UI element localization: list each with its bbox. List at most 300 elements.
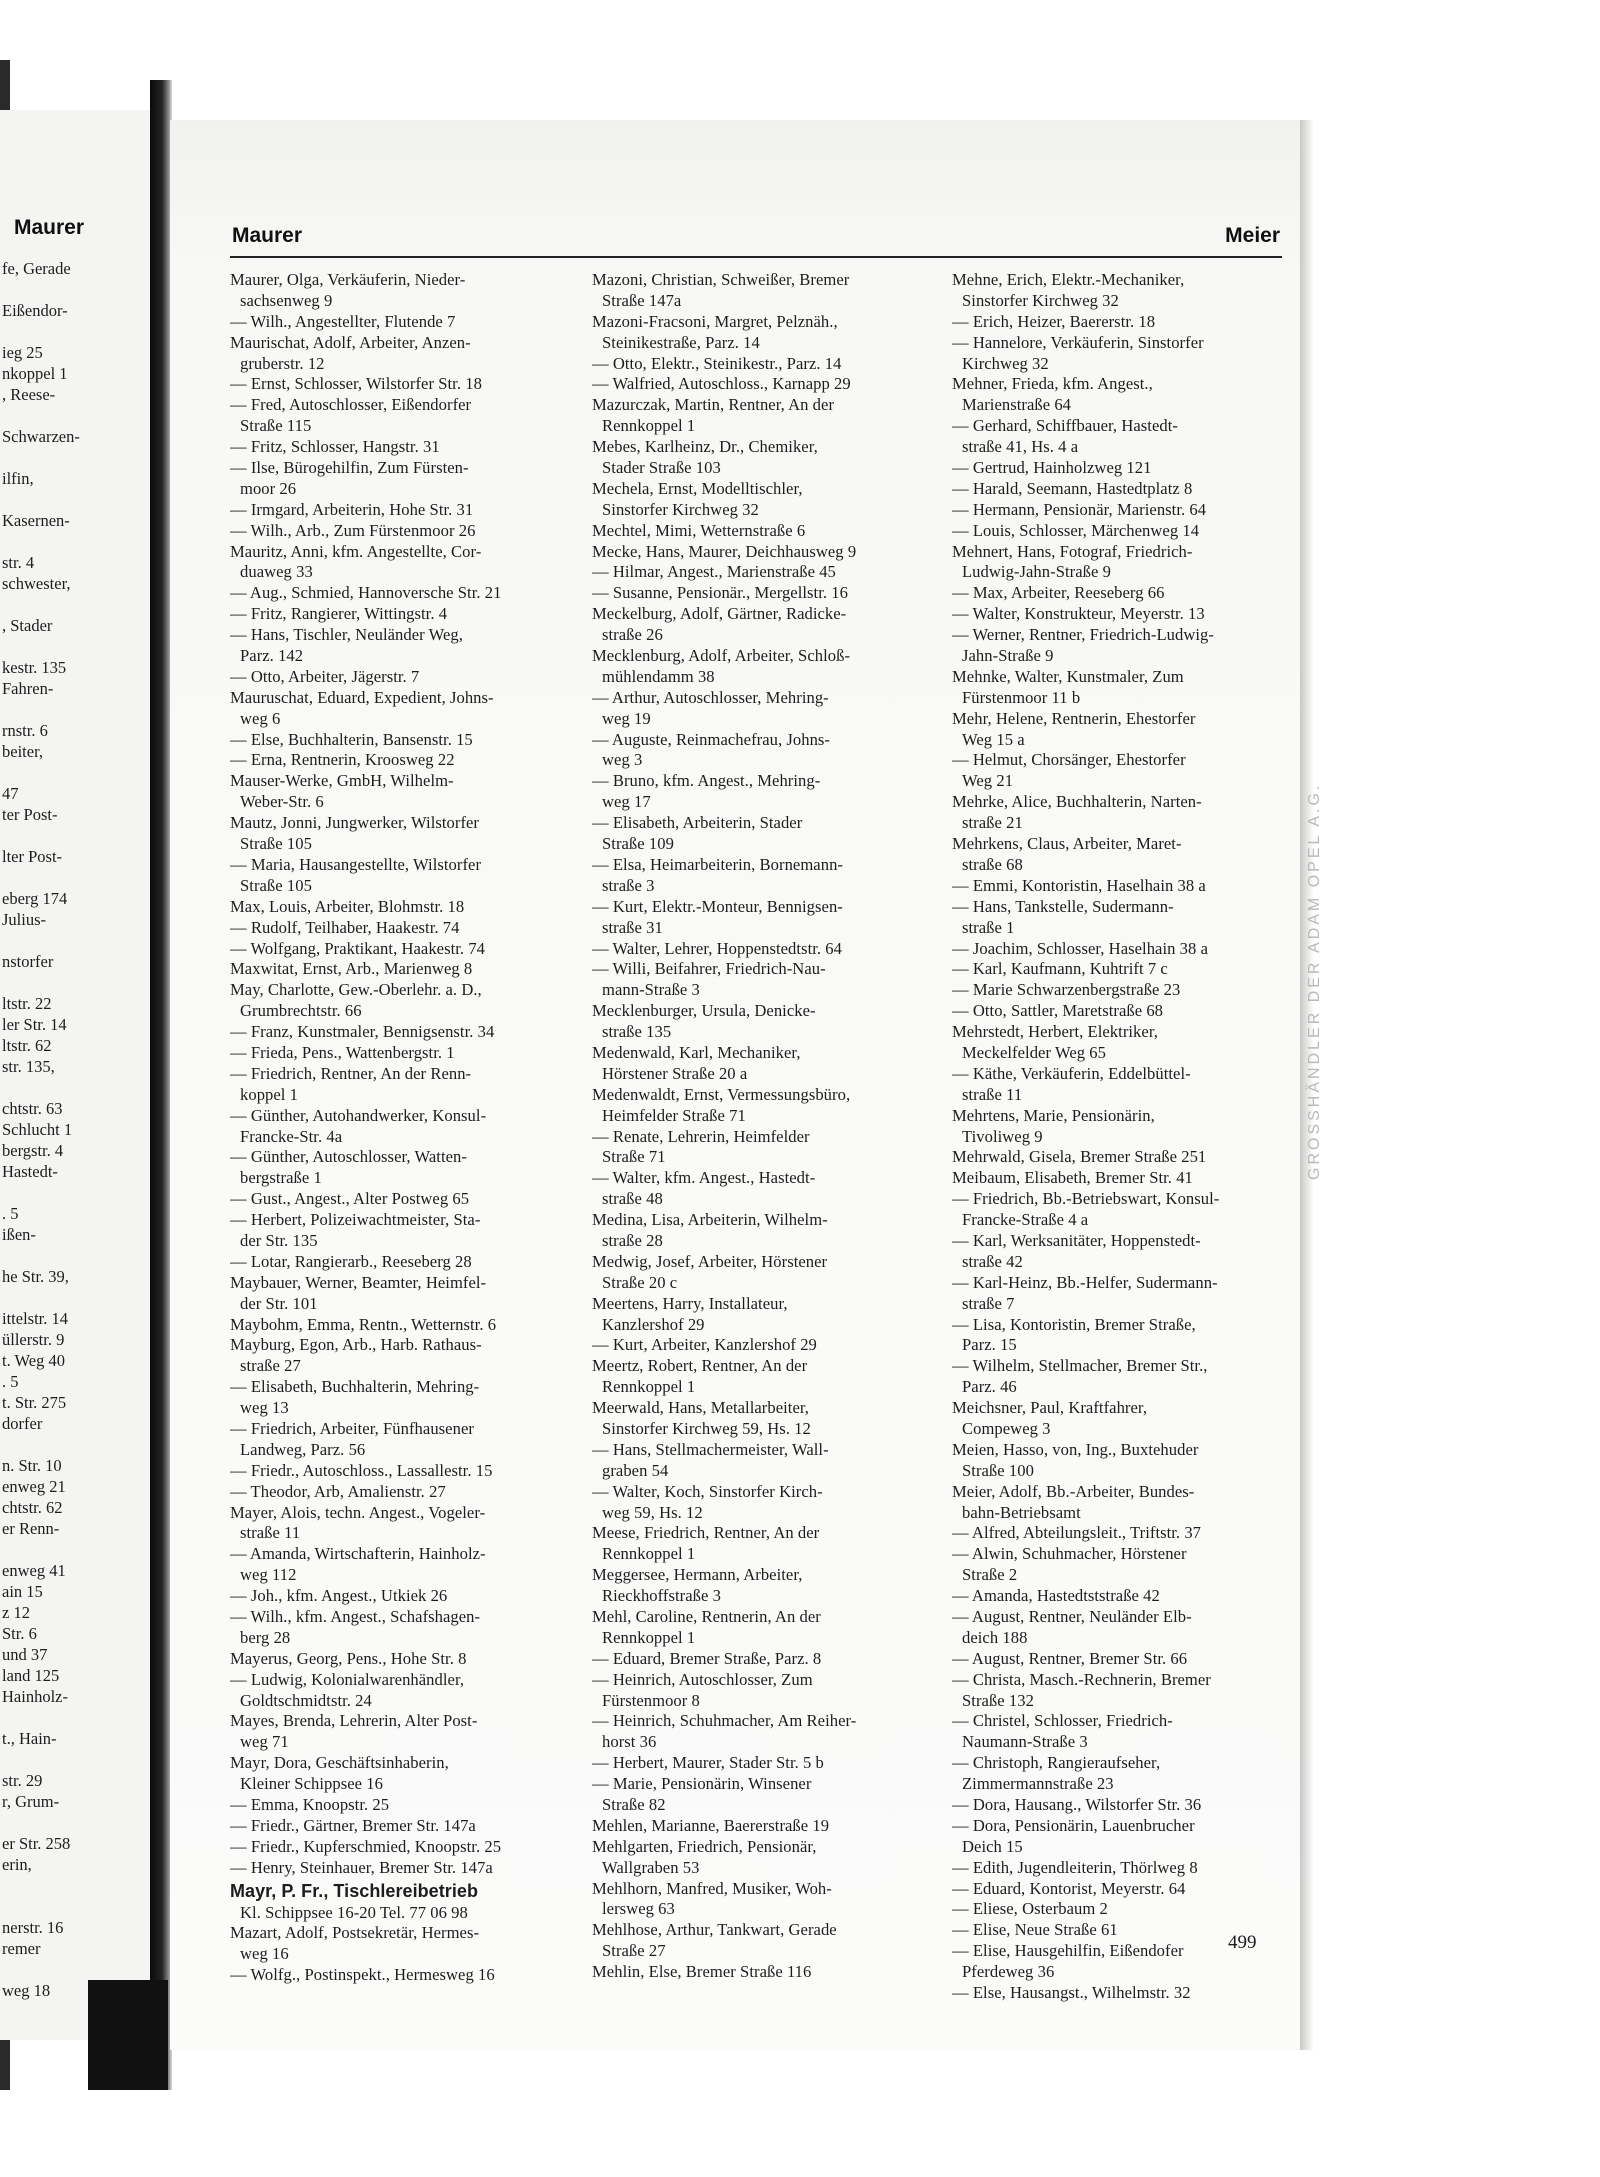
directory-entry-line: Mayer, Alois, techn. Angest., Vogeler-	[230, 1502, 486, 1522]
left-page-line	[2, 930, 148, 951]
directory-column-2	[592, 270, 942, 1983]
left-page-line	[2, 1539, 148, 1560]
left-page-line: ieg 25	[2, 343, 43, 362]
directory-entry-line: Meertz, Robert, Rentner, An der	[592, 1356, 808, 1376]
directory-entry-line: — Walter, Konstrukteur, Meyerstr. 13	[952, 604, 1205, 624]
directory-entry-line: — Alwin, Schuhmacher, Hörstener	[952, 1544, 1187, 1564]
directory-entry-line: — Emmi, Kontoristin, Haselhain 38 a	[952, 875, 1206, 895]
directory-entry-line: — Fred, Autoschlosser, Eißendorfer	[230, 395, 472, 415]
directory-entry-line: — Käthe, Verkäuferin, Eddelbüttel-	[952, 1063, 1191, 1083]
directory-entry-line: — Hans, Stellmachermeister, Wall-	[592, 1439, 829, 1459]
directory-entry-line: — Renate, Lehrerin, Heimfelder	[592, 1126, 810, 1146]
directory-entry-line: — Bruno, kfm. Angest., Mehring-	[592, 771, 821, 791]
directory-entry-line: — Willi, Beifahrer, Friedrich-Nau-	[592, 959, 826, 979]
directory-entry-line: graben 54	[602, 1460, 669, 1480]
directory-entry-line: — Werner, Rentner, Friedrich-Ludwig-	[952, 625, 1214, 645]
directory-entry-line: Weg 21	[962, 771, 1014, 791]
left-page-line: remer	[2, 1939, 41, 1958]
directory-entry-line: sachsenweg 9	[240, 290, 333, 310]
directory-entry-line: — Susanne, Pensionär., Mergellstr. 16	[592, 583, 848, 603]
directory-entry-line: Mehlen, Marianne, Baererstraße 19	[592, 1815, 830, 1835]
left-page-line	[2, 825, 148, 846]
left-page-line: schwester,	[2, 574, 71, 593]
directory-entry-line: Medina, Lisa, Arbeiterin, Wilhelm-	[592, 1210, 828, 1230]
directory-entry-line: Sinstorfer Kirchweg 32	[602, 499, 759, 519]
directory-entry-line: — Karl, Werksanitäter, Hoppenstedt-	[952, 1230, 1201, 1250]
directory-entry-line: Meibaum, Elisabeth, Bremer Str. 41	[952, 1168, 1193, 1188]
directory-entry-line: — Frieda, Pens., Wattenbergstr. 1	[230, 1042, 455, 1062]
left-page-line	[2, 1812, 148, 1833]
directory-entry-line: Meckelburg, Adolf, Gärtner, Radicke-	[592, 604, 847, 624]
directory-entry-line: — Friedrich, Rentner, An der Renn-	[230, 1063, 472, 1083]
directory-entry-line: Kanzlershof 29	[602, 1314, 705, 1334]
left-page-line	[2, 594, 148, 615]
directory-entry-line: weg 59, Hs. 12	[602, 1502, 703, 1522]
directory-entry-line: — Ilse, Bürogehilfin, Zum Fürsten-	[230, 458, 469, 478]
directory-entry-line: Parz. 46	[962, 1377, 1017, 1397]
directory-entry-line: Straße 71	[602, 1147, 666, 1167]
directory-entry-line: — Walter, kfm. Angest., Hastedt-	[592, 1168, 816, 1188]
directory-entry-line: — Günther, Autoschlosser, Watten-	[230, 1147, 467, 1167]
directory-entry-line: — Alfred, Abteilungsleit., Triftstr. 37	[952, 1523, 1202, 1543]
left-page-line: ittelstr. 14	[2, 1309, 68, 1328]
directory-entry-line: — Henry, Steinhauer, Bremer Str. 147a	[230, 1857, 493, 1877]
directory-entry-line: Wallgraben 53	[602, 1857, 700, 1877]
directory-entry-line: — Hans, Tankstelle, Sudermann-	[952, 896, 1174, 916]
directory-entry-line: Mayr, Dora, Geschäftsinhaberin,	[230, 1753, 449, 1773]
left-page-line: enweg 21	[2, 1477, 66, 1496]
directory-entry-line: Mazart, Adolf, Postsekretär, Hermes-	[230, 1923, 480, 1943]
directory-entry-line: Hörstener Straße 20 a	[602, 1063, 748, 1083]
left-page-line: chtstr. 62	[2, 1498, 63, 1517]
left-page-line: . 5	[2, 1372, 19, 1391]
directory-entry-line: Maybohm, Emma, Rentn., Wetternstr. 6	[230, 1314, 497, 1334]
directory-entry-line: Rennkoppel 1	[602, 1544, 696, 1564]
directory-entry-line: Mehnke, Walter, Kunstmaler, Zum	[952, 666, 1184, 686]
directory-entry-line: Meese, Friedrich, Rentner, An der	[592, 1523, 820, 1543]
left-page-line: str. 29	[2, 1771, 43, 1790]
directory-entry-line: Straße 20 c	[602, 1272, 678, 1292]
directory-entry-line: straße 1	[962, 917, 1015, 937]
directory-entry-line: straße 11	[962, 1084, 1023, 1104]
directory-entry-line: Mehrtens, Marie, Pensionärin,	[952, 1105, 1155, 1125]
left-page-line	[2, 1287, 148, 1308]
left-page-line	[2, 1875, 148, 1896]
left-page-text	[2, 258, 148, 2001]
directory-entry-line: horst 36	[602, 1732, 657, 1752]
left-page-line: lter Post-	[2, 847, 63, 866]
directory-entry-line: Straße 105	[240, 875, 312, 895]
directory-entry-line: Mehlgarten, Friedrich, Pensionär,	[592, 1836, 817, 1856]
left-page-line: 47	[2, 784, 19, 803]
left-page-line: Kasernen-	[2, 511, 70, 530]
directory-entry-line: straße 26	[602, 625, 663, 645]
directory-entry-line: — Ludwig, Kolonialwarenhändler,	[230, 1669, 465, 1689]
left-page-line: nerstr. 16	[2, 1918, 64, 1937]
directory-entry-line: — Wolfgang, Praktikant, Haakestr. 74	[230, 938, 486, 958]
directory-entry-line: straße 11	[240, 1523, 301, 1543]
left-page-line	[2, 699, 148, 720]
running-head-right: Meier	[1225, 224, 1280, 247]
directory-entry-line: — Eduard, Bremer Straße, Parz. 8	[592, 1648, 822, 1668]
left-page-line	[2, 279, 148, 300]
directory-entry-line: — Heinrich, Autoschlosser, Zum	[592, 1669, 813, 1689]
directory-entry-line: — Erich, Heizer, Baererstr. 18	[952, 311, 1156, 331]
left-page-line	[2, 447, 148, 468]
directory-entry-line: — Herbert, Polizeiwachtmeister, Sta-	[230, 1210, 481, 1230]
right-page	[170, 120, 1300, 2050]
left-page-line: Str. 6	[2, 1624, 37, 1643]
directory-entry-line: — Wilh., Arb., Zum Fürstenmoor 26	[230, 520, 476, 540]
directory-entry-line: — Hermann, Pensionär, Marienstr. 64	[952, 499, 1207, 519]
directory-entry-line: — Elisabeth, Buchhalterin, Mehring-	[230, 1377, 480, 1397]
directory-entry-line: Mazoni-Fracsoni, Margret, Pelznäh.,	[592, 311, 838, 331]
directory-entry-line: Straße 109	[602, 834, 674, 854]
directory-entry-line: — Louis, Schlosser, Märchenweg 14	[952, 520, 1200, 540]
directory-entry-line: straße 28	[602, 1230, 663, 1250]
directory-entry-line: — Christoph, Rangieraufseher,	[952, 1753, 1161, 1773]
directory-entry-line: straße 3	[602, 875, 655, 895]
directory-entry-line: weg 71	[240, 1732, 289, 1752]
left-page-line	[2, 1749, 148, 1770]
directory-entry-line: Mayburg, Egon, Arb., Harb. Rathaus-	[230, 1335, 482, 1355]
directory-entry-line: weg 16	[240, 1944, 289, 1964]
directory-entry-line: — August, Rentner, Neuländer Elb-	[952, 1607, 1192, 1626]
left-page-line: Hastedt-	[2, 1162, 58, 1181]
left-page-line: z 12	[2, 1603, 30, 1622]
directory-column-1	[230, 270, 575, 1986]
left-page-line: Hainholz-	[2, 1687, 68, 1706]
directory-entry-line: — Hans, Tischler, Neuländer Weg,	[230, 625, 463, 645]
directory-entry-line: Straße 27	[602, 1941, 666, 1961]
directory-entry-line: — Arthur, Autoschlosser, Mehring-	[592, 687, 829, 707]
directory-entry-line: — Otto, Elektr., Steinikestr., Parz. 14	[592, 353, 842, 373]
directory-entry-line: — Gertrud, Hainholzweg 121	[952, 458, 1152, 478]
directory-entry-line: weg 6	[240, 708, 281, 728]
directory-entry-line: Straße 132	[962, 1690, 1034, 1710]
directory-entry-line: Steinikestraße, Parz. 14	[602, 332, 760, 352]
left-page-line: kestr. 135	[2, 658, 67, 677]
directory-entry-line: — Max, Arbeiter, Reeseberg 66	[952, 583, 1165, 603]
directory-entry-line: Fürstenmoor 8	[602, 1690, 700, 1710]
left-page-line	[2, 531, 148, 552]
directory-entry-line: — Irmgard, Arbeiterin, Hohe Str. 31	[230, 499, 474, 519]
directory-entry-line: — Hilmar, Angest., Marienstraße 45	[592, 562, 836, 582]
directory-entry-line: — Helmut, Chorsänger, Ehestorfer	[952, 750, 1186, 770]
left-page-line: str. 4	[2, 553, 35, 572]
directory-entry-line: — Ernst, Schlosser, Wilstorfer Str. 18	[230, 374, 482, 394]
directory-entry-line: straße 68	[962, 854, 1023, 874]
left-page-line: eberg 174	[2, 889, 68, 908]
directory-entry-line: Mecke, Hans, Maurer, Deichhausweg 9	[592, 541, 857, 561]
directory-entry-line: Compeweg 3	[962, 1418, 1051, 1438]
directory-column-3	[952, 270, 1297, 2004]
directory-entry-line: weg 17	[602, 792, 651, 812]
directory-entry-line: — Kurt, Arbeiter, Kanzlershof 29	[592, 1335, 817, 1355]
directory-entry-line: — Wilh., kfm. Angest., Schafshagen-	[230, 1607, 481, 1626]
directory-entry-line: Heimfelder Straße 71	[602, 1105, 746, 1125]
directory-entry-line: — Otto, Sattler, Maretstraße 68	[952, 1001, 1164, 1021]
directory-entry-line: straße 27	[240, 1356, 301, 1376]
left-page-line	[2, 1434, 148, 1455]
directory-entry-line: — Harald, Seemann, Hastedtplatz 8	[952, 478, 1193, 498]
left-page-line: enweg 41	[2, 1561, 66, 1580]
directory-entry-line: Mehrwald, Gisela, Bremer Straße 251	[952, 1147, 1207, 1167]
directory-entry-line: — Friedr., Gärtner, Bremer Str. 147a	[230, 1815, 476, 1835]
directory-entry-line: — Joachim, Schlosser, Haselhain 38 a	[952, 938, 1208, 958]
left-page-header: Maurer	[14, 216, 85, 239]
directory-entry-line: Rieckhoffstraße 3	[602, 1586, 721, 1606]
directory-entry-line: straße 41, Hs. 4 a	[962, 437, 1079, 457]
directory-entry-line: Rennkoppel 1	[602, 1377, 696, 1397]
directory-entry-line: — Maria, Hausangestellte, Wilstorfer	[230, 854, 482, 874]
left-page-line: t., Hain-	[2, 1729, 57, 1748]
directory-entry-line: Rennkoppel 1	[602, 1627, 696, 1647]
left-page-line: , Reese-	[2, 385, 56, 404]
directory-entry-line: — Franz, Kunstmaler, Bennigsenstr. 34	[230, 1022, 495, 1042]
left-page-line: ltstr. 62	[2, 1036, 52, 1055]
directory-entry-line: koppel 1	[240, 1084, 299, 1104]
directory-entry-line: — Wolfg., Postinspekt., Hermesweg 16	[230, 1965, 495, 1985]
directory-entry-line: weg 3	[602, 750, 643, 770]
directory-entry-line: — Herbert, Maurer, Stader Str. 5 b	[592, 1753, 824, 1773]
left-page-line: fe, Gerade	[2, 259, 71, 278]
directory-entry-line: May, Charlotte, Gew.-Oberlehr. a. D.,	[230, 980, 482, 1000]
directory-entry-line: Max, Louis, Arbeiter, Blohmstr. 18	[230, 896, 465, 916]
directory-entry-line: — Heinrich, Schuhmacher, Am Reiher-	[592, 1711, 857, 1731]
directory-entry-line: — Else, Hausangst., Wilhelmstr. 32	[952, 1983, 1191, 2003]
directory-entry-line: Mehlhorn, Manfred, Musiker, Woh-	[592, 1878, 832, 1898]
book-gutter	[150, 80, 172, 2090]
directory-entry-line: — Amanda, Hastedtststraße 42	[952, 1586, 1160, 1606]
directory-entry-line: Naumann-Straße 3	[962, 1732, 1088, 1752]
left-page-line: und 37	[2, 1645, 48, 1664]
directory-entry-line: der Str. 135	[240, 1230, 318, 1250]
directory-entry-line: Mauruschat, Eduard, Expedient, Johns-	[230, 687, 494, 707]
running-head-left: Maurer	[232, 224, 303, 247]
directory-entry-line: Marienstraße 64	[962, 395, 1072, 415]
directory-entry-line: — Aug., Schmied, Hannoversche Str. 21	[230, 583, 502, 603]
directory-entry-line: Francke-Str. 4a	[240, 1126, 343, 1146]
left-page-line	[2, 1245, 148, 1266]
directory-entry-line: Straße 115	[240, 416, 312, 436]
directory-entry-line: Maurer, Olga, Verkäuferin, Nieder-	[230, 270, 466, 289]
directory-entry-line: Mautz, Jonni, Jungwerker, Wilstorfer	[230, 813, 480, 833]
directory-entry-line: Mehrstedt, Herbert, Elektriker,	[952, 1022, 1158, 1042]
left-page-line: üllerstr. 9	[2, 1330, 65, 1349]
left-page-line: er Renn-	[2, 1519, 60, 1538]
left-page-line: erin,	[2, 1855, 32, 1874]
directory-entry-line: Mehrke, Alice, Buchhalterin, Narten-	[952, 792, 1202, 812]
directory-entry-line: — Rudolf, Teilhaber, Haakestr. 74	[230, 917, 460, 937]
left-page-line: ler Str. 14	[2, 1015, 67, 1034]
directory-entry-line: Meien, Hasso, von, Ing., Buxtehuder	[952, 1439, 1199, 1459]
left-page-line	[2, 972, 148, 993]
directory-entry-line: straße 31	[602, 917, 663, 937]
directory-entry-line: duaweg 33	[240, 562, 313, 582]
directory-entry-line: Weber-Str. 6	[240, 792, 324, 812]
directory-entry-line: Sinstorfer Kirchweg 32	[962, 290, 1119, 310]
directory-entry-line: — Dora, Hausang., Wilstorfer Str. 36	[952, 1795, 1202, 1815]
directory-entry-line: — Kurt, Elektr.-Monteur, Bennigsen-	[592, 896, 843, 916]
directory-entry-line: Kirchweg 32	[962, 353, 1049, 373]
directory-entry-line: Kleiner Schippsee 16	[240, 1774, 383, 1794]
directory-entry-line: — Theodor, Arb, Amalienstr. 27	[230, 1481, 446, 1501]
directory-entry-line: Mehner, Frieda, kfm. Angest.,	[952, 374, 1153, 394]
directory-entry-line: weg 19	[602, 708, 651, 728]
directory-entry-line: — Friedrich, Arbeiter, Fünfhausener	[230, 1418, 474, 1438]
directory-entry-line: Mechtel, Mimi, Wetternstraße 6	[592, 520, 806, 540]
left-page-line	[2, 1896, 148, 1917]
directory-entry-line: — Karl, Kaufmann, Kuhtrift 7 c	[952, 959, 1168, 979]
directory-entry-line: — Karl-Heinz, Bb.-Helfer, Sudermann-	[952, 1272, 1218, 1292]
directory-entry-line: berg 28	[240, 1627, 291, 1647]
left-page-line: Schlucht 1	[2, 1120, 73, 1139]
directory-entry-line: — Emma, Knoopstr. 25	[230, 1795, 390, 1815]
left-page-line: ltstr. 22	[2, 994, 52, 1013]
left-page-line: Fahren-	[2, 679, 54, 698]
directory-entry-line: — Elise, Neue Straße 61	[952, 1920, 1118, 1940]
directory-entry-line: — Fritz, Schlosser, Hangstr. 31	[230, 437, 440, 457]
directory-entry-line: — Hannelore, Verkäuferin, Sinstorfer	[952, 332, 1204, 352]
directory-entry-line: der Str. 101	[240, 1293, 318, 1313]
business-listing: Mayr, P. Fr., Tischlereibetrieb	[230, 1880, 479, 1901]
directory-entry-line: Meerwald, Hans, Metallarbeiter,	[592, 1398, 809, 1418]
directory-entry-line: Straße 105	[240, 834, 312, 854]
directory-entry-line: — Lisa, Kontoristin, Bremer Straße,	[952, 1314, 1196, 1334]
directory-entry-line: — Günther, Autohandwerker, Konsul-	[230, 1105, 487, 1125]
left-page-line	[2, 1707, 148, 1728]
directory-entry-line: Grumbrechtstr. 66	[240, 1001, 362, 1021]
left-page	[0, 110, 150, 2040]
directory-entry-line: — Christel, Schlosser, Friedrich-	[952, 1711, 1173, 1731]
left-page-line: Julius-	[2, 910, 47, 929]
directory-entry-line: Stader Straße 103	[602, 458, 721, 478]
left-page-line: land 125	[2, 1666, 60, 1685]
directory-entry-line: Maxwitat, Ernst, Arb., Marienweg 8	[230, 959, 473, 979]
directory-entry-line: — Dora, Pensionärin, Lauenbrucher	[952, 1815, 1195, 1835]
left-page-line: rnstr. 6	[2, 721, 48, 740]
left-page-line	[2, 489, 148, 510]
directory-entry-line: — Friedrich, Bb.-Betriebswart, Konsul-	[952, 1189, 1220, 1209]
directory-entry-line: mühlendamm 38	[602, 666, 715, 686]
header-rule	[230, 256, 1282, 258]
directory-entry-line: Meichsner, Paul, Kraftfahrer,	[952, 1398, 1148, 1418]
left-page-line	[2, 762, 148, 783]
left-page-line: . 5	[2, 1204, 19, 1223]
directory-entry-line: — Marie, Pensionärin, Winsener	[592, 1774, 812, 1794]
directory-entry-line: Straße 100	[962, 1460, 1034, 1480]
directory-entry-line: Mecklenburger, Ursula, Denicke-	[592, 1001, 816, 1021]
left-page-line	[2, 321, 148, 342]
directory-entry-line: Jahn-Straße 9	[962, 646, 1054, 666]
directory-entry-line: — Joh., kfm. Angest., Utkiek 26	[230, 1586, 448, 1606]
directory-entry-line: Straße 147a	[602, 290, 682, 310]
left-page-line: beiter,	[2, 742, 44, 761]
directory-entry-line: — Christa, Masch.-Rechnerin, Bremer	[952, 1669, 1211, 1689]
directory-entry-line: Straße 82	[602, 1795, 666, 1815]
directory-entry-line: Weg 15 a	[962, 729, 1025, 749]
left-page-line: he Str. 39,	[2, 1267, 69, 1286]
directory-entry-line: Medenwald, Karl, Mechaniker,	[592, 1042, 801, 1062]
left-page-line	[2, 1959, 148, 1980]
directory-entry-line: Meggersee, Hermann, Arbeiter,	[592, 1565, 803, 1585]
directory-entry-line: lersweg 63	[602, 1899, 675, 1919]
directory-entry-line: mann-Straße 3	[602, 980, 700, 1000]
directory-entry-line: straße 7	[962, 1293, 1015, 1313]
left-page-line	[2, 867, 148, 888]
directory-entry-line: — Walfried, Autoschloss., Karnapp 29	[592, 374, 851, 394]
directory-entry-line: Mechela, Ernst, Modelltischler,	[592, 478, 803, 498]
directory-entry-line: straße 135	[602, 1022, 672, 1042]
directory-entry-line: — August, Rentner, Bremer Str. 66	[952, 1648, 1188, 1668]
directory-entry-line: — Gerhard, Schiffbauer, Hastedt-	[952, 416, 1178, 436]
directory-entry-line: — Wilh., Angestellter, Flutende 7	[230, 311, 456, 331]
directory-entry-line: weg 112	[240, 1565, 297, 1585]
directory-entry-line: straße 21	[962, 813, 1023, 833]
directory-entry-line: — Walter, Lehrer, Hoppenstedtstr. 64	[592, 938, 842, 958]
directory-entry-line: Mauritz, Anni, kfm. Angestellte, Cor-	[230, 541, 482, 561]
directory-entry-line: — Elise, Hausgehilfin, Eißendofer	[952, 1941, 1184, 1961]
directory-entry-line: Francke-Straße 4 a	[962, 1210, 1089, 1230]
left-page-line: n. Str. 10	[2, 1456, 62, 1475]
directory-entry-line: Meier, Adolf, Bb.-Arbeiter, Bundes-	[952, 1481, 1195, 1501]
directory-entry-line: Mehne, Erich, Elektr.-Mechaniker,	[952, 270, 1185, 289]
left-page-line: , Stader	[2, 616, 53, 635]
directory-entry-line: Sinstorfer Kirchweg 59, Hs. 12	[602, 1418, 811, 1438]
left-page-line	[2, 405, 148, 426]
directory-entry-line: Parz. 15	[962, 1335, 1017, 1355]
left-page-line: ter Post-	[2, 805, 58, 824]
left-page-line: weg 18	[2, 1981, 51, 2000]
left-page-line: Schwarzen-	[2, 427, 80, 446]
directory-entry-line: Medwig, Josef, Arbeiter, Hörstener	[592, 1251, 828, 1271]
directory-entry-line: — Edith, Jugendleiterin, Thörlweg 8	[952, 1857, 1198, 1877]
directory-entry-line: Deich 15	[962, 1836, 1023, 1856]
directory-entry-line: — Fritz, Rangierer, Wittingstr. 4	[230, 604, 448, 624]
directory-entry-line: Mehr, Helene, Rentnerin, Ehestorfer	[952, 708, 1196, 728]
directory-entry-line: Kl. Schippsee 16-20 Tel. 77 06 98	[240, 1902, 468, 1922]
directory-entry-line: Zimmermannstraße 23	[962, 1774, 1114, 1794]
directory-entry-line: straße 42	[962, 1251, 1023, 1271]
directory-entry-line: bergstraße 1	[240, 1168, 322, 1188]
directory-entry-line: — Elsa, Heimarbeiterin, Bornemann-	[592, 854, 843, 874]
directory-entry-line: Tivoliweg 9	[962, 1126, 1043, 1146]
directory-entry-line: — Erna, Rentnerin, Kroosweg 22	[230, 750, 455, 770]
directory-entry-line: — Marie Schwarzenbergstraße 23	[952, 980, 1181, 1000]
left-page-line: Eißendor-	[2, 301, 68, 320]
left-page-line	[2, 1077, 148, 1098]
left-page-line: t. Weg 40	[2, 1351, 65, 1370]
directory-entry-line: — Eduard, Kontorist, Meyerstr. 64	[952, 1878, 1186, 1898]
directory-entry-line: Mayes, Brenda, Lehrerin, Alter Post-	[230, 1711, 478, 1731]
left-page-line	[2, 1182, 148, 1203]
directory-entry-line: — Lotar, Rangierarb., Reeseberg 28	[230, 1251, 472, 1271]
directory-entry-line: Maurischat, Adolf, Arbeiter, Anzen-	[230, 332, 471, 352]
left-page-line: r, Grum-	[2, 1792, 60, 1811]
directory-entry-line: — Otto, Arbeiter, Jägerstr. 7	[230, 666, 420, 686]
left-page-line: nkoppel 1	[2, 364, 68, 383]
book-spine-edge	[88, 1980, 168, 2090]
directory-entry-line: — Else, Buchhalterin, Bansenstr. 15	[230, 729, 473, 749]
directory-entry-line: — Walter, Koch, Sinstorfer Kirch-	[592, 1481, 823, 1501]
directory-entry-line: Fürstenmoor 11 b	[962, 687, 1081, 707]
directory-entry-line: Mehnert, Hans, Fotograf, Friedrich-	[952, 541, 1193, 561]
directory-entry-line: Landweg, Parz. 56	[240, 1439, 366, 1459]
directory-entry-line: Mehlin, Else, Bremer Straße 116	[592, 1962, 812, 1982]
left-page-line: nstorfer	[2, 952, 54, 971]
directory-entry-line: Maybauer, Werner, Beamter, Heimfel-	[230, 1272, 487, 1292]
